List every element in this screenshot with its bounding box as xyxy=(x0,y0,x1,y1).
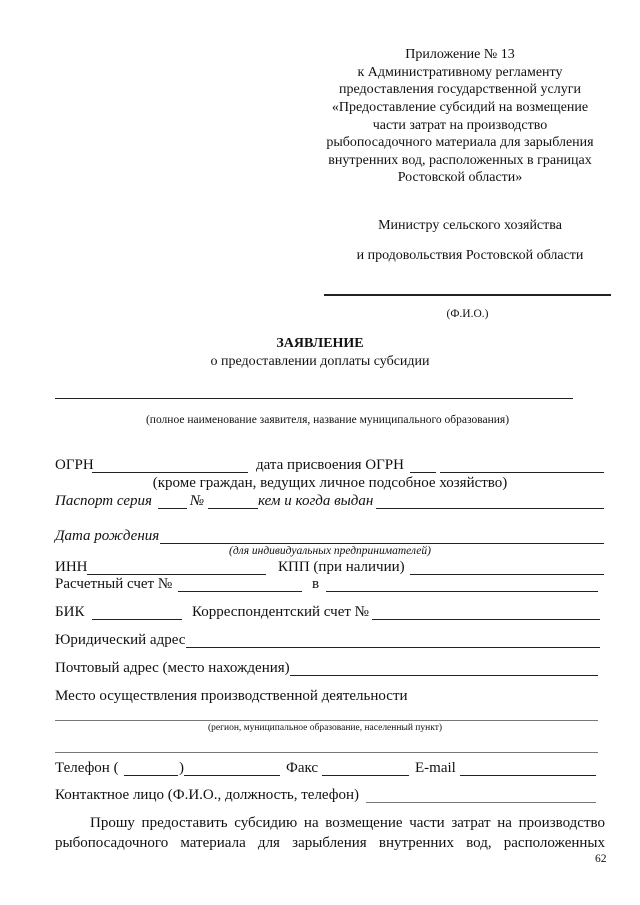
account-label: Расчетный счет № xyxy=(55,576,173,592)
passport-issued-label: кем и когда выдан xyxy=(258,493,374,509)
ogrn-date-label: дата присвоения ОГРН xyxy=(256,457,404,473)
appendix-line: предоставления государственной услуги xyxy=(339,82,581,97)
appendix-line: Ростовской области» xyxy=(397,170,523,185)
fax-label: Факс xyxy=(286,760,319,776)
passport-number-field[interactable] xyxy=(208,508,258,509)
appendix-line: к Административному регламенту xyxy=(357,65,563,80)
activity-place-field-2[interactable] xyxy=(55,752,598,753)
contact-label: Контактное лицо (Ф.И.О., должность, телефон) xyxy=(55,787,360,803)
addressee-line: Министру сельского хозяйства xyxy=(378,218,562,233)
birth-date-label: Дата рождения xyxy=(55,528,160,544)
kpp-label: КПП (при наличии) xyxy=(278,559,405,575)
ogrn-field[interactable] xyxy=(92,472,248,473)
account-bank-label: в xyxy=(312,576,320,592)
activity-note: (регион, муниципальное образование, населенный пункт) xyxy=(207,723,443,733)
birth-date-field[interactable] xyxy=(160,543,604,544)
ogrn-note: (кроме граждан, ведущих личное подсобное хозяйство) xyxy=(152,475,508,491)
phone-field[interactable] xyxy=(184,775,280,776)
document-title: ЗАЯВЛЕНИЕ xyxy=(276,336,364,351)
appendix-line: рыбопосадочного материала для зарыбления xyxy=(326,135,594,150)
bik-field[interactable] xyxy=(92,619,182,620)
phone-label: Телефон ( xyxy=(55,760,119,776)
ogrn-date-field-2[interactable] xyxy=(440,472,604,473)
addressee-line: и продовольствия Ростовской области xyxy=(356,248,584,263)
ogrn-date-field-1[interactable] xyxy=(410,472,436,473)
birth-note: (для индивидуальных предпринимателей) xyxy=(229,545,431,557)
kpp-field[interactable] xyxy=(410,574,604,575)
passport-series-label: Паспорт серия xyxy=(55,493,152,509)
legal-address-field[interactable] xyxy=(186,647,600,648)
page-number: 62 xyxy=(595,853,607,865)
postal-address-field[interactable] xyxy=(290,675,598,676)
body-text-line: Прошу предоставить субсидию на возмещение части затрат на производство xyxy=(90,815,605,831)
fio-signature-line xyxy=(324,294,611,296)
fax-field[interactable] xyxy=(322,775,409,776)
passport-issued-field[interactable] xyxy=(376,508,604,509)
document-subtitle: о предоставлении доплаты субсидии xyxy=(210,354,430,369)
account-bank-field[interactable] xyxy=(326,591,598,592)
inn-field[interactable] xyxy=(87,574,266,575)
postal-address-label: Почтовый адрес (место нахождения) xyxy=(55,660,290,676)
appendix-line: «Предоставление субсидий на возмещение xyxy=(331,100,589,115)
corr-account-label: Корреспондентский счет № xyxy=(192,604,369,620)
appendix-line: части затрат на производство xyxy=(372,118,548,133)
body-text-line: рыбопосадочного материала для зарыбления внутренних вод, расположенных xyxy=(55,835,605,851)
activity-place-label: Место осуществления производственной деятельности xyxy=(55,688,408,704)
passport-number-label: № xyxy=(190,493,205,509)
email-field[interactable] xyxy=(460,775,596,776)
bik-label: БИК xyxy=(55,604,85,620)
inn-label: ИНН xyxy=(55,559,88,575)
applicant-name-line[interactable] xyxy=(55,398,573,399)
ogrn-label: ОГРН xyxy=(55,457,94,473)
account-field[interactable] xyxy=(178,591,302,592)
activity-place-field[interactable] xyxy=(55,720,598,721)
applicant-caption: (полное наименование заявителя, название муниципального образования) xyxy=(145,414,510,426)
passport-series-field[interactable] xyxy=(158,508,187,509)
contact-field[interactable] xyxy=(366,802,596,803)
legal-address-label: Юридический адрес xyxy=(55,632,186,648)
corr-account-field[interactable] xyxy=(372,619,600,620)
appendix-line: внутренних вод, расположенных в границах xyxy=(328,153,592,168)
phone-code-field[interactable] xyxy=(124,775,178,776)
email-label: E-mail xyxy=(415,760,456,776)
fio-caption: (Ф.И.О.) xyxy=(446,308,489,320)
phone-close-paren: ) xyxy=(179,760,184,776)
appendix-number: Приложение № 13 xyxy=(405,47,515,62)
